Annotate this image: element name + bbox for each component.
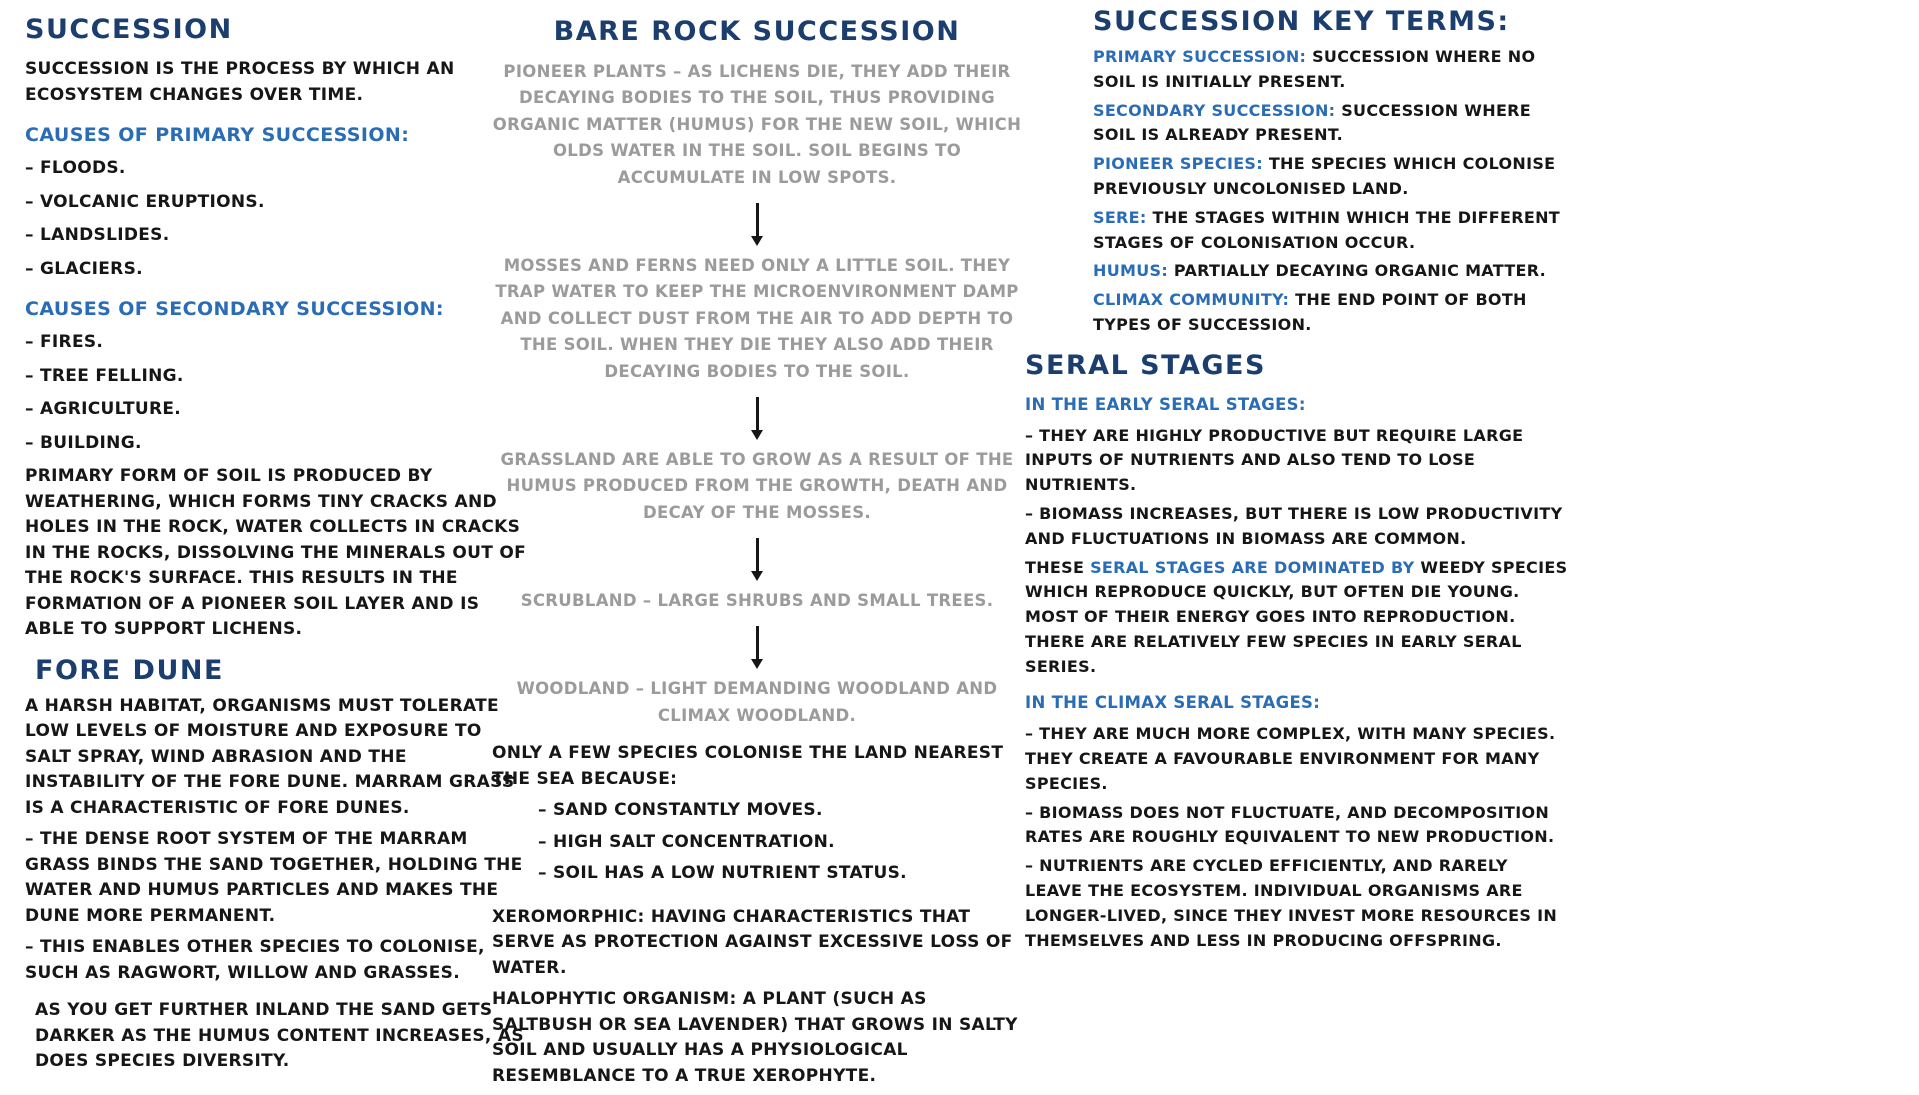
halophytic-definition: HALOPHYTIC ORGANISM: A PLANT (SUCH AS SALTBUSH OR SEA LAVENDER) THAT GROWS IN SALTY SOIL AND USUALLY HAS A PHYSIOLOGICAL RESEMBLANCE TO A TRUE XEROPHYTE. bbox=[492, 989, 1018, 1086]
down-arrow-icon bbox=[756, 538, 759, 572]
key-term-entry bbox=[1093, 206, 1570, 256]
cause-item: – VOLCANIC ERUPTIONS. bbox=[25, 191, 265, 212]
key-term-definition: THE STAGES WITHIN WHICH THE DIFFERENT STAGES OF COLONISATION OCCUR. bbox=[1093, 207, 1561, 252]
key-term-label: PIONEER SPECIES: bbox=[1093, 154, 1263, 174]
seral-point: – THEY ARE HIGHLY PRODUCTIVE BUT REQUIRE LARGE INPUTS OF NUTRIENTS AND ALSO TEND TO LOSE NUTRIENTS. bbox=[1025, 425, 1524, 495]
reason-item: – HIGH SALT CONCENTRATION. bbox=[538, 831, 835, 852]
key-term-definition: THE SPECIES WHICH COLONISE PREVIOUSLY UNCOLONISED LAND. bbox=[1093, 154, 1556, 198]
early-seral-heading: IN THE EARLY SERAL STAGES: bbox=[1025, 394, 1306, 414]
fore-dune-paragraph: A HARSH HABITAT, ORGANISMS MUST TOLERATE LOW LEVELS OF MOISTURE AND EXPOSURE TO SALT SPRAY, WIND ABRASION AND THE INSTABILITY OF THE FORE DUNE. MARRAM GRASS IS A CHARACTERISTIC OF FORE DUNES. bbox=[25, 695, 515, 818]
primary-succession-heading: CAUSES OF PRIMARY SUCCESSION: bbox=[25, 124, 410, 146]
secondary-succession-heading: CAUSES OF SECONDARY SUCCESSION: bbox=[25, 298, 444, 320]
middle-column bbox=[492, 16, 1022, 1095]
key-term-label: HUMUS: bbox=[1093, 261, 1169, 281]
dominated-highlight: SERAL STAGES ARE DOMINATED BY bbox=[1090, 557, 1415, 577]
key-term-label: SECONDARY SUCCESSION: bbox=[1093, 100, 1336, 120]
succession-stage: PIONEER PLANTS – AS LICHENS DIE, THEY ADD THEIR DECAYING BODIES TO THE SOIL, THUS PROVIDING ORGANIC MATTER (HUMUS) FOR THE NEW SOIL, WHICH OLDS WATER IN THE SOIL. SOIL BEGINS TO ACCUMULATE IN LOW SPOTS. bbox=[492, 62, 1022, 187]
key-term-entry bbox=[1093, 152, 1570, 202]
key-term-label: CLIMAX COMMUNITY: bbox=[1093, 290, 1290, 310]
colonise-reasons-list bbox=[492, 798, 1022, 887]
cause-item: – BUILDING. bbox=[25, 432, 142, 453]
dominated-suffix: WEEDY SPECIES WHICH REPRODUCE QUICKLY, BUT OFTEN DIE YOUNG. MOST OF THEIR ENERGY GOES INTO REPRODUCTION. THERE ARE RELATIVELY FEW SPECIES IN EARLY SERAL SERIES. bbox=[1025, 557, 1568, 676]
down-arrow-icon bbox=[756, 626, 759, 660]
key-term-entry bbox=[1093, 288, 1570, 338]
reason-item: – SOIL HAS A LOW NUTRIENT STATUS. bbox=[538, 863, 907, 884]
down-arrow-icon bbox=[756, 397, 759, 431]
primary-causes-list bbox=[25, 156, 530, 282]
down-arrow-icon bbox=[756, 203, 759, 237]
cause-item: – AGRICULTURE. bbox=[25, 399, 182, 419]
key-terms-section bbox=[1025, 6, 1570, 338]
seral-point: – BIOMASS DOES NOT FLUCTUATE, AND DECOMPOSITION RATES ARE ROUGHLY EQUIVALENT TO NEW PRODUCTION. bbox=[1025, 802, 1555, 847]
key-term-definition: SUCCESSION WHERE NO SOIL IS INITIALLY PRESENT. bbox=[1093, 47, 1536, 91]
weathering-paragraph: PRIMARY FORM OF SOIL IS PRODUCED BY WEATHERING, WHICH FORMS TINY CRACKS AND HOLES IN THE ROCK, WATER COLLECTS IN CRACKS IN THE ROCKS, DISSOLVING THE MINERALS OUT OF THE ROCK'S SURFACE. THIS RESULTS IN THE FORMATION OF A PIONEER SOIL LAYER AND IS ABLE TO SUPPORT LICHENS. bbox=[25, 466, 527, 639]
cause-item: – TREE FELLING. bbox=[25, 365, 184, 386]
succession-stage: SCRUBLAND – LARGE SHRUBS AND SMALL TREES. bbox=[520, 591, 994, 611]
climax-seral-heading: IN THE CLIMAX SERAL STAGES: bbox=[1025, 693, 1321, 713]
cause-item: – LANDSLIDES. bbox=[25, 225, 170, 245]
fore-dune-paragraph: – THE DENSE ROOT SYSTEM OF THE MARRAM GRASS BINDS THE SAND TOGETHER, HOLDING THE WATER AND HUMUS PARTICLES AND MAKES THE DUNE MORE PERMANENT. bbox=[25, 829, 523, 926]
seral-point: – THEY ARE MUCH MORE COMPLEX, WITH MANY SPECIES. THEY CREATE A FAVOURABLE ENVIRONMENT FOR MANY SPECIES. bbox=[1025, 724, 1556, 793]
cause-item: – GLACIERS. bbox=[25, 258, 143, 279]
seral-point: – BIOMASS INCREASES, BUT THERE IS LOW PRODUCTIVITY AND FLUCTUATIONS IN BIOMASS ARE COMMON. bbox=[1025, 503, 1563, 548]
fore-dune-title: FORE DUNE bbox=[35, 654, 224, 686]
key-term-entry bbox=[1093, 99, 1570, 149]
succession-title: SUCCESSION bbox=[25, 14, 233, 45]
key-term-definition: PARTIALLY DECAYING ORGANIC MATTER. bbox=[1168, 261, 1547, 281]
seral-point: – NUTRIENTS ARE CYCLED EFFICIENTLY, AND RARELY LEAVE THE ECOSYSTEM. INDIVIDUAL ORGANISMS ARE LONGER-LIVED, SINCE THEY INVEST MORE RESOURCES IN THEMSELVES AND LESS IN PRODUCING OFFSPRING. bbox=[1025, 856, 1558, 950]
key-term-label: PRIMARY SUCCESSION: bbox=[1093, 47, 1307, 66]
key-terms-title: SUCCESSION KEY TERMS: bbox=[1093, 6, 1510, 37]
bare-rock-title: BARE ROCK SUCCESSION bbox=[553, 16, 961, 47]
reason-item: – SAND CONSTANTLY MOVES. bbox=[538, 800, 823, 821]
colonise-heading: ONLY A FEW SPECIES COLONISE THE LAND NEAREST THE SEA BECAUSE: bbox=[492, 743, 1004, 789]
right-column bbox=[1025, 6, 1570, 957]
cause-item: – FIRES. bbox=[25, 332, 104, 352]
seral-stages-section bbox=[1025, 350, 1570, 954]
succession-stage: GRASSLAND ARE ABLE TO GROW AS A RESULT OF THE HUMUS PRODUCED FROM THE GROWTH, DEATH AND DECAY OF THE MOSSES. bbox=[500, 449, 1014, 522]
key-term-entry bbox=[1093, 259, 1570, 284]
fore-dune-paragraph: AS YOU GET FURTHER INLAND THE SAND GETS DARKER AS THE HUMUS CONTENT INCREASES, AS DOES SPECIES DIVERSITY. bbox=[35, 1000, 524, 1071]
left-column bbox=[25, 14, 530, 1081]
succession-stage: WOODLAND – LIGHT DEMANDING WOODLAND AND CLIMAX WOODLAND. bbox=[516, 679, 998, 725]
cause-item: – FLOODS. bbox=[25, 158, 126, 178]
fore-dune-paragraph: – THIS ENABLES OTHER SPECIES TO COLONISE, SUCH AS RAGWORT, WILLOW AND GRASSES. bbox=[25, 937, 485, 983]
key-term-entry bbox=[1093, 45, 1570, 95]
dominated-prefix: THESE bbox=[1025, 557, 1091, 577]
seral-stages-title: SERAL STAGES bbox=[1025, 349, 1266, 381]
xeromorphic-definition: XEROMORPHIC: HAVING CHARACTERISTICS THAT SERVE AS PROTECTION AGAINST EXCESSIVE LOSS OF WATER. bbox=[492, 906, 1013, 978]
secondary-causes-list bbox=[25, 330, 530, 456]
key-term-definition: SUCCESSION WHERE SOIL IS ALREADY PRESENT. bbox=[1093, 100, 1532, 145]
succession-stage: MOSSES AND FERNS NEED ONLY A LITTLE SOIL. THEY TRAP WATER TO KEEP THE MICROENVIRONMENT DAMP AND COLLECT DUST FROM THE AIR TO ADD DEPTH TO THE SOIL. WHEN THEY DIE THEY ALSO ADD THEIR DECAYING BODIES TO THE SOIL. bbox=[495, 255, 1019, 381]
succession-intro: SUCCESSION IS THE PROCESS BY WHICH AN ECOSYSTEM CHANGES OVER TIME. bbox=[25, 59, 455, 105]
key-term-label: SERE: bbox=[1093, 207, 1147, 227]
key-term-definition: THE END POINT OF BOTH TYPES OF SUCCESSION. bbox=[1093, 290, 1527, 334]
dominated-paragraph bbox=[1025, 556, 1570, 680]
